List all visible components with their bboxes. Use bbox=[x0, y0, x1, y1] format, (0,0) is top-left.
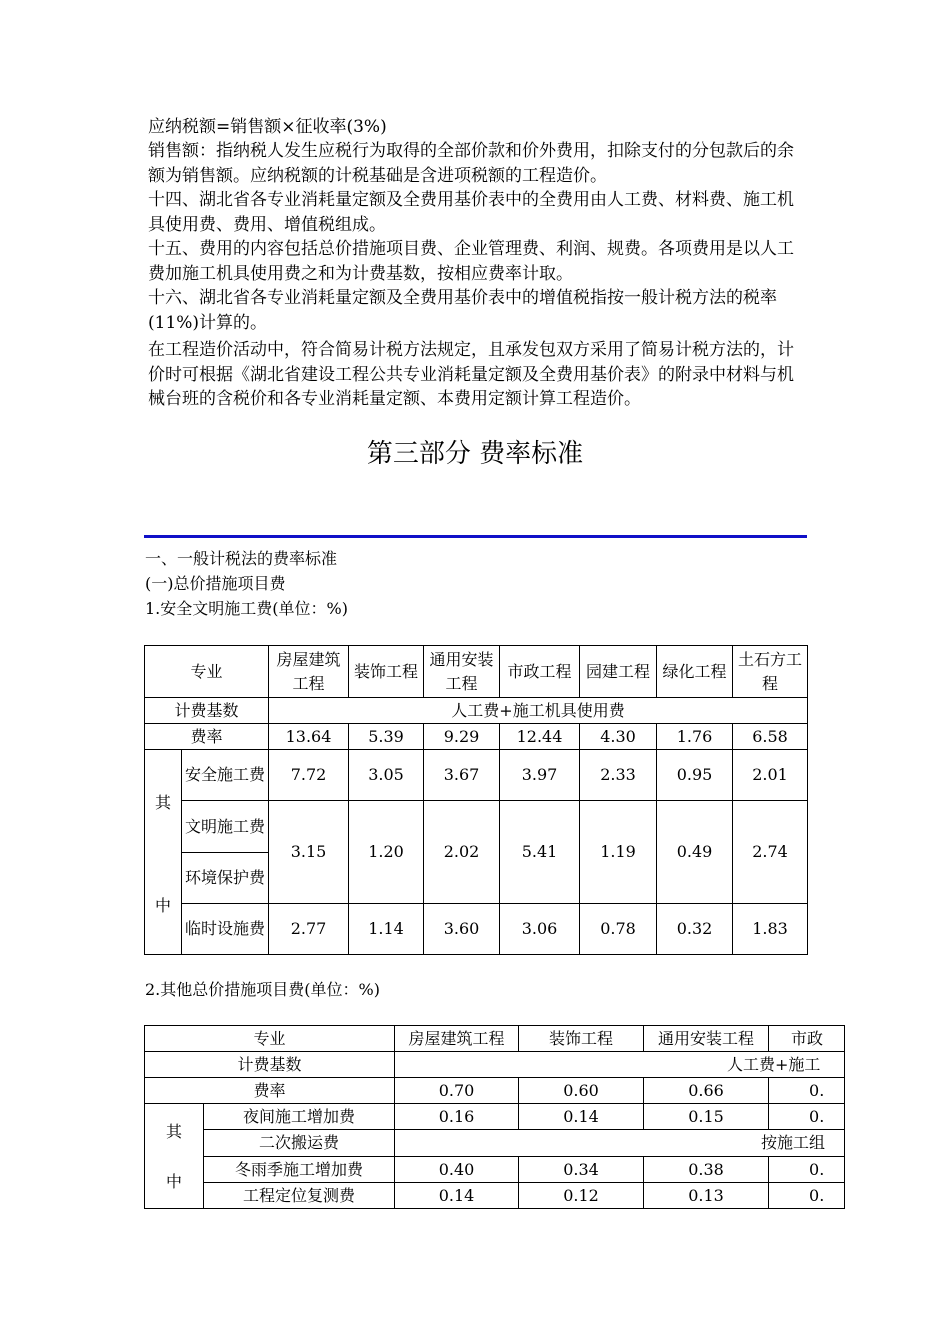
value-cell: 0.95 bbox=[657, 750, 733, 801]
paragraph-item-16: 十六、湖北省各专业消耗量定额及全费用基价表中的增值税指按一般计税方法的税率(11%)计算的。 bbox=[148, 288, 777, 333]
row-label: 夜间施工增加费 bbox=[204, 1104, 395, 1130]
group-label-top: 其 bbox=[165, 1122, 182, 1141]
header-specialty: 专业 bbox=[145, 646, 269, 698]
paragraph-tax-formula: 应纳税额=销售额×征收率(3%) bbox=[148, 117, 387, 137]
value-cell: 3.97 bbox=[500, 750, 580, 801]
rate-cell: 0. bbox=[769, 1078, 845, 1104]
value-cell: 1.20 bbox=[349, 801, 424, 904]
value-cell: 0.32 bbox=[657, 904, 733, 955]
value-cell: 0. bbox=[769, 1182, 845, 1208]
value-cell: 0.14 bbox=[395, 1182, 519, 1208]
value-cell: 3.15 bbox=[269, 801, 349, 904]
paragraph-item-14: 十四、湖北省各专业消耗量定额及全费用基价表中的全费用由人工费、材料费、施工机具使用费、费用、增值税组成。 bbox=[148, 190, 794, 235]
group-label-bottom: 中 bbox=[154, 896, 171, 915]
rate-cell: 0.66 bbox=[644, 1078, 769, 1104]
row-label: 二次搬运费 bbox=[204, 1130, 395, 1156]
group-label-bottom: 中 bbox=[165, 1172, 182, 1191]
value-cell: 2.01 bbox=[733, 750, 808, 801]
other-measures-fee-table bbox=[144, 1025, 845, 1209]
value-cell: 3.06 bbox=[500, 904, 580, 955]
value-cell: 0.78 bbox=[580, 904, 657, 955]
row-label-civil: 文明施工费 bbox=[182, 801, 269, 853]
group-label-cell bbox=[145, 750, 182, 955]
rate-cell: 4.30 bbox=[580, 724, 657, 750]
heading-total-measures: (一)总价措施项目费 bbox=[145, 574, 286, 593]
value-cell: 2.33 bbox=[580, 750, 657, 801]
column-header: 通用安装工程 bbox=[424, 646, 500, 698]
rate-cell: 0.60 bbox=[519, 1078, 644, 1104]
row-label: 冬雨季施工增加费 bbox=[204, 1156, 395, 1182]
paragraph-item-15: 十五、费用的内容包括总价措施项目费、企业管理费、利润、规费。各项费用是以人工费加施工机具使用费之和为计费基数，按相应费率计取。 bbox=[148, 239, 794, 284]
value-cell: 0. bbox=[769, 1104, 845, 1130]
group-label-top: 其 bbox=[154, 793, 171, 812]
rate-label: 费率 bbox=[145, 1078, 395, 1104]
column-header: 市政 bbox=[769, 1026, 845, 1052]
row-label: 工程定位复测费 bbox=[204, 1182, 395, 1208]
heading-general-tax-rates: 一、一般计税法的费率标准 bbox=[145, 549, 338, 568]
rate-cell: 1.76 bbox=[657, 724, 733, 750]
base-value: 人工费+施工 bbox=[395, 1052, 845, 1078]
row-label-env: 环境保护费 bbox=[182, 853, 269, 904]
column-header: 土石方工程 bbox=[733, 646, 808, 698]
row-label-safety: 安全施工费 bbox=[182, 750, 269, 801]
rate-cell: 9.29 bbox=[424, 724, 500, 750]
base-label: 计费基数 bbox=[145, 698, 269, 724]
value-cell: 1.14 bbox=[349, 904, 424, 955]
rate-cell: 5.39 bbox=[349, 724, 424, 750]
rate-cell: 6.58 bbox=[733, 724, 808, 750]
section-divider bbox=[144, 535, 807, 538]
table2-caption: 2.其他总价措施项目费(单位：%) bbox=[145, 980, 380, 999]
paragraph-sales-definition: 销售额：指纳税人发生应税行为取得的全部价款和价外费用，扣除支付的分包款后的余额为销售额。应纳税额的计税基础是含进项税额的工程造价。 bbox=[148, 141, 794, 186]
table1-caption: 1.安全文明施工费(单位：%) bbox=[145, 599, 348, 618]
base-label: 计费基数 bbox=[145, 1052, 395, 1078]
value-cell: 2.77 bbox=[269, 904, 349, 955]
base-value: 人工费+施工机具使用费 bbox=[269, 698, 808, 724]
value-cell: 5.41 bbox=[500, 801, 580, 904]
value-cell: 3.67 bbox=[424, 750, 500, 801]
value-cell: 2.02 bbox=[424, 801, 500, 904]
header-specialty: 专业 bbox=[145, 1026, 395, 1052]
value-cell: 1.19 bbox=[580, 801, 657, 904]
rate-label: 费率 bbox=[145, 724, 269, 750]
value-cell: 2.74 bbox=[733, 801, 808, 904]
value-cell: 0.38 bbox=[644, 1156, 769, 1182]
value-cell: 0.12 bbox=[519, 1182, 644, 1208]
value-cell: 7.72 bbox=[269, 750, 349, 801]
column-header: 装饰工程 bbox=[349, 646, 424, 698]
section-title: 第三部分 费率标准 bbox=[366, 439, 584, 469]
value-cell: 0.14 bbox=[519, 1104, 644, 1130]
other-measures-table-viewport bbox=[144, 1025, 826, 1215]
value-cell: 0.34 bbox=[519, 1156, 644, 1182]
rate-cell: 13.64 bbox=[269, 724, 349, 750]
group-label-cell bbox=[145, 1104, 204, 1209]
column-header: 通用安装工程 bbox=[644, 1026, 769, 1052]
value-cell: 3.05 bbox=[349, 750, 424, 801]
paragraph-simple-tax: 在工程造价活动中，符合简易计税方法规定，且承发包双方采用了简易计税方法的，计价时可根据《湖北省建设工程公共专业消耗量定额及全费用基价表》的附录中材料与机械台班的含税价和各专业消耗量定额、本费用定额计算工程造价。 bbox=[148, 340, 794, 409]
value-cell: 0. bbox=[769, 1156, 845, 1182]
rate-cell: 0.70 bbox=[395, 1078, 519, 1104]
rate-cell: 12.44 bbox=[500, 724, 580, 750]
column-header: 房屋建筑工程 bbox=[395, 1026, 519, 1052]
safety-civilization-fee-table bbox=[144, 645, 808, 955]
value-cell: 0.16 bbox=[395, 1104, 519, 1130]
row-label-temp: 临时设施费 bbox=[182, 904, 269, 955]
column-header: 装饰工程 bbox=[519, 1026, 644, 1052]
column-header: 园建工程 bbox=[580, 646, 657, 698]
value-cell: 0.13 bbox=[644, 1182, 769, 1208]
merged-value-cell: 按施工组 bbox=[395, 1130, 845, 1156]
column-header: 市政工程 bbox=[500, 646, 580, 698]
value-cell: 0.40 bbox=[395, 1156, 519, 1182]
value-cell: 0.49 bbox=[657, 801, 733, 904]
column-header: 绿化工程 bbox=[657, 646, 733, 698]
value-cell: 1.83 bbox=[733, 904, 808, 955]
column-header: 房屋建筑工程 bbox=[269, 646, 349, 698]
value-cell: 0.15 bbox=[644, 1104, 769, 1130]
value-cell: 3.60 bbox=[424, 904, 500, 955]
